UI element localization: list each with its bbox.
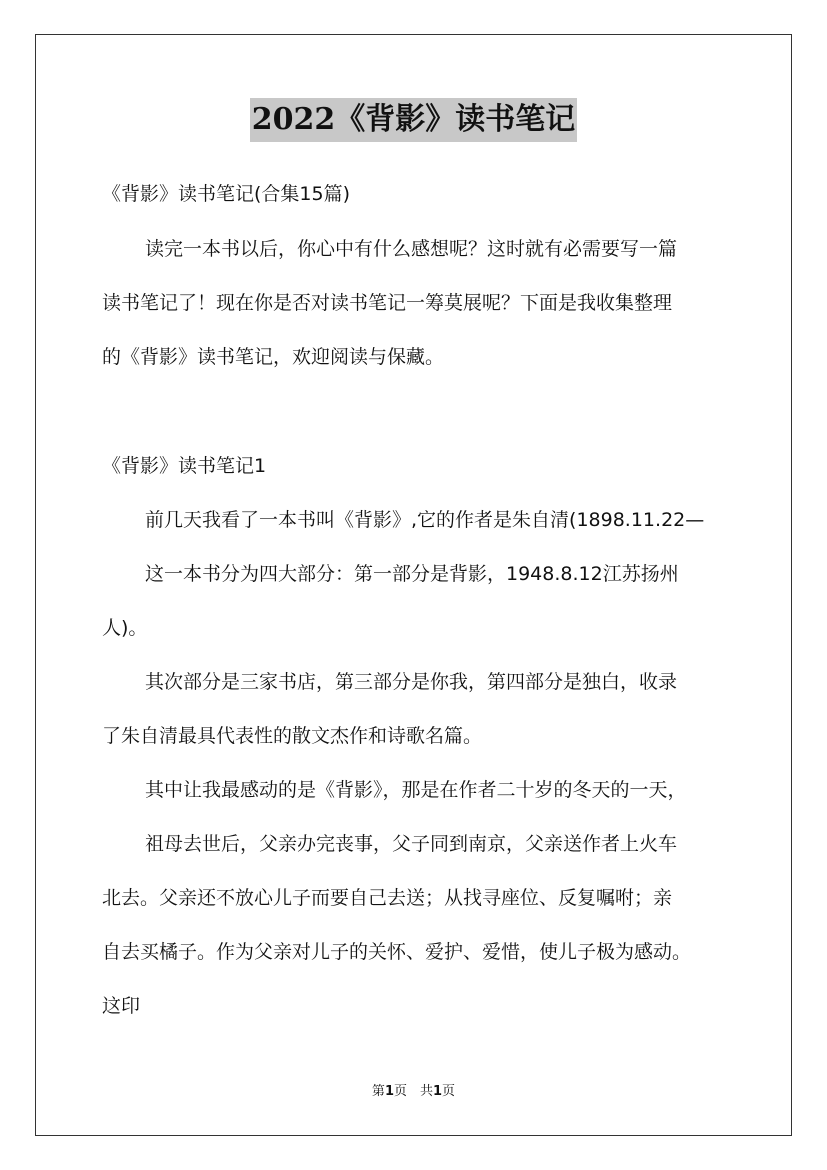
section-heading: 《背影》读书笔记1 [102,455,267,477]
footer-page-total: 1 [433,1084,443,1099]
body-line-2: 这一本书分为四大部分：第一部分是背影，1948.8.12江苏扬州 [145,563,679,585]
intro-line-2: 读书笔记了！现在你是否对读书笔记一筹莫展呢？下面是我收集整理 [102,292,673,314]
footer-page-number: 1 [384,1084,394,1099]
document-subtitle: 《背影》读书笔记(合集15篇) [102,183,351,205]
body-line-10: 这印 [102,995,141,1017]
title-container [0,98,827,142]
body-line-1: 前几天我看了一本书叫《背影》,它的作者是朱自清(1898.11.22— [145,509,705,531]
body-line-4: 其次部分是三家书店，第三部分是你我，第四部分是独白，收录 [145,671,678,693]
intro-line-3: 的《背影》读书笔记，欢迎阅读与保藏。 [102,346,445,368]
body-line-3: 人)。 [102,617,148,639]
intro-line-1: 读完一本书以后，你心中有什么感想呢？这时就有必需要写一篇 [145,238,678,260]
footer-page-mid: 页 共 [393,1084,433,1099]
footer-page-suffix: 页 [442,1084,456,1099]
body-line-7: 祖母去世后，父亲办完丧事，父子同到南京，父亲送作者上火车 [145,833,678,855]
document-title: 2022《背影》读书笔记 [250,98,578,142]
page-footer [0,1083,827,1101]
body-line-5: 了朱自清最具代表性的散文杰作和诗歌名篇。 [102,725,483,747]
body-line-6: 其中让我最感动的是《背影》，那是在作者二十岁的冬天的一天， [145,779,687,801]
body-line-8: 北去。父亲还不放心儿子而要自己去送；从找寻座位、反复嘱咐；亲 [102,887,673,909]
body-line-9: 自去买橘子。作为父亲对儿子的关怀、爱护、爱惜，使儿子极为感动。 [102,941,692,963]
footer-page-prefix: 第 [371,1084,385,1099]
